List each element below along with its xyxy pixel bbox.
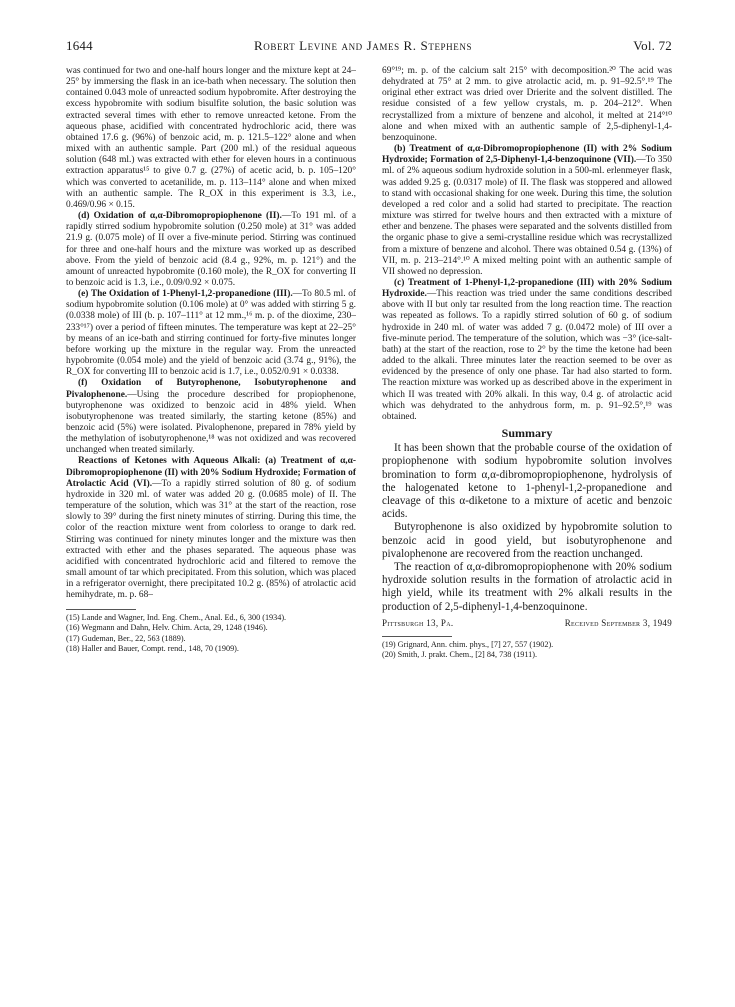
right-column xyxy=(382,66,672,661)
footnote: (18) Haller and Bauer, Compt. rend., 148, 70 (1909). xyxy=(66,644,239,653)
footnotes-right xyxy=(382,640,672,661)
summary-paragraph: The reaction of α,α-dibromopropiophenone with 20% sodium hydroxide solution results in the formation of atrolactic acid in high yield, while its treatment with 2% alkali results in the production of 2,5-diphenyl-1,4-benzoquinone. xyxy=(382,560,672,613)
footnote-divider xyxy=(66,609,136,610)
running-title: Robert Levine and James R. Stephens xyxy=(254,38,473,53)
footnote: (19) Grignard, Ann. chim. phys., [7] 27, 557 (1902). xyxy=(382,639,554,649)
footnotes-left xyxy=(66,613,356,655)
volume-number: Vol. 72 xyxy=(633,38,672,53)
page-number: 1644 xyxy=(66,38,93,53)
paragraph-oxidation-f xyxy=(66,378,356,456)
paragraph-treatment-b xyxy=(382,144,672,278)
footnote: (15) Lande and Wagner, Ind. Eng. Chem., Anal. Ed., 6, 300 (1934). xyxy=(66,612,287,622)
paragraph-body: —To 191 ml. of a rapidly stirred sodium hypobromite solution (0.250 mole) at 31° was added 21.9 g. (0.075 mole) of II over a five-minute period. Stirring was continued for three and one-half hours and the mixture was worked up as described above. From the yield of benzoic acid (8.4 g., 92%, m. p. 121°) and the amount of unreacted hypobromite (0.160 mole), the R_OX for converting II to benzoic acid is 1.3, i.e., 0.09/0.92 × 0.075. xyxy=(66,211,356,288)
left-column xyxy=(66,66,356,655)
section-heading: (c) Treatment of 1-Phenyl-1,2-propanedione (III) with 20% Sodium Hydroxide. xyxy=(382,277,672,300)
paragraph-continued: 69°¹⁹; m. p. of the calcium salt 215° with decomposition.²⁰ The acid was dehydrated at 75° at 2 mm. to give atrolactic acid, m. p. 91–92.5°.¹⁹ The original ether extract was dried over Drierite and the solvent distilled. The residue consisted of a few yellow crystals, m. p. 204–212°. When recrystallized from a mixture of benzene and alcohol, it melted at 214°¹⁰ alone and when mixed with an authentic sample of 2,5-diphenyl-1,4-benzoquinone. xyxy=(382,66,672,143)
paragraph-body: —Using the procedure described for propiophenone, butyrophenone was oxidized to benzoic acid in 48% yield. When isobutyrophenone was treated similarly, the starting ketone (85%) and benzoic acid (5%) were isolated. Pivalophenone, prepared in 78% yield by the methylation of isobutyrophenone,¹⁸ was not oxidized and was recovered unchanged when treated similarly. xyxy=(66,389,356,456)
summary-paragraph: Butyrophenone is also oxidized by hypobromite solution to benzoic acid in good yield, but isobutyrophenone and pivalophenone are recovered from the reaction unchanged. xyxy=(382,521,672,560)
paragraph-continued: was continued for two and one-half hours longer and the mixture kept at 24–25° by immersing the flask in an ice-bath when necessary. The solution then contained 0.043 mole of unreacted sodium hypobromite. After destroying the excess hypobromite with sodium bisulfite solution, the basic solution was extracted several times with ether to remove unreacted ketone. From the aqueous phase, acidified with concentrated hydrochloric acid, there was obtained 17.6 g. (96%) of benzoic acid, m. p. 121.5–122° alone and when mixed with an authentic sample. Part (200 ml.) of the residual aqueous solution (648 ml.) was extracted with ether for eleven hours in a continuous extraction apparatus¹⁵ to give 0.7 g. (27%) of acetic acid, b. p. 105–120° which was converted to acetanilide, m. p. 113–114° alone and when mixed with an authentic sample. The R_OX in this experiment is 3.3, i.e., 0.469/0.96 × 0.15. xyxy=(66,66,356,210)
paragraph-body: —To 350 ml. of 2% aqueous sodium hydroxide solution in a 500-ml. erlenmeyer flask, was added 9.25 g. (0.0317 mole) of II. The flask was stoppered and allowed to stand with occasional shaking for one week. During this time, the solution developed a red color and a solid had started to precipitate. The reaction mixture was stirred for twelve hours and then extracted with a mixture of ether and benzene. The phases were separated and the solvents distilled from the organic phase to give a semi-crystalline residue which was recrystallized from a mixture of benzene and alcohol. There was obtained 0.54 g. (13%) of VII, m. p. 213–214°.¹⁰ A mixed melting point with an authentic sample of VII showed no depression. xyxy=(382,155,672,277)
paragraph-body: —This reaction was tried under the same conditions described above with II but only tar resulted from the long reaction time. The reaction was repeated as follows. To a rapidly stirred solution of 60 g. of sodium hydroxide in 240 ml. of water was added 7 g. (0.0472 mole) of III over a five-minute period. The temperature of the solution, which was −3° (ice-salt-bath) at the start of the reaction, rose to 2° by the time the ketone had been added to the alkali. Three minutes later the reaction seemed to be over as evidenced by the presence of only one phase. Tar had also started to form. The reaction mixture was worked up as described above in the experiment in which II was treated with 20% alkali. In this way, 0.4 g. of atrolactic acid which was dehydrated to the anhydrous form, m. p. 91–92.5°,¹⁹ was obtained. xyxy=(382,289,672,422)
footnote: (20) Smith, J. prakt. Chem., [2] 84, 738 (1911). xyxy=(382,650,538,660)
paragraph-oxidation-e xyxy=(66,289,356,378)
section-heading: Reactions of Ketones with Aqueous Alkali: (a) Treatment of α,α-Dibromopropiophenone (II) with 20% Sodium Hydroxide; Formation of Atrolactic Acid (VI). xyxy=(66,456,356,489)
footnote: (17) Gudeman, Ber., 22, 563 (1889). xyxy=(66,633,186,643)
summary-heading: Summary xyxy=(501,426,553,440)
section-heading: (d) Oxidation of α,α-Dibromopropiophenone (II). xyxy=(78,211,282,222)
paragraph-oxidation-d xyxy=(66,211,356,289)
paragraph-body: —To 80.5 ml. of sodium hypobromite solution (0.106 mole) at 0° was added with stirring 5 g. (0.0338 mole) of III (b. p. 107–111° at 12 mm.,¹⁶ m. p. of the dioxime, 230–233°¹⁷) over a period of fifteen minutes. The temperature was kept at 22–25° by means of an ice-bath and stirring continued for forty-five minutes longer before working up the mixture in the regular way. From the unreacted hypobromite (0.054 mole) and the yield of benzoic acid (3.74 g., 91%), the R_OX for converting III to benzoic acid is 1.7, i.e., 0.052/0.91 × 0.0338. xyxy=(66,289,357,378)
running-head xyxy=(66,38,672,54)
footnote: (16) Wegmann and Dahn, Helv. Chim. Acta, 29, 1248 (1946). xyxy=(66,623,268,632)
section-heading: (b) Treatment of α,α-Dibromopropiophenone (II) with 2% Sodium Hydroxide; Formation of 2,5-Diphenyl-1,4-benzoquinone (VII). xyxy=(382,144,672,166)
author-location: Pittsburgh 13, Pa. xyxy=(382,617,454,628)
footnote-divider xyxy=(382,636,452,637)
summary-section xyxy=(382,442,672,614)
paragraph-body: —To a rapidly stirred solution of 80 g. of sodium hydroxide in 320 ml. of water was added 20 g. (0.0685 mole) of II. The temperature of the solution, which was 31° at the start of the reaction, rose slowly to 39° during the first ninety minutes of stirring. During this time, the color of the reaction mixture went from colorless to orange to dark red. Stirring was continued for ninety minutes longer and the mixture was then extracted with ether and the phases separated. The aqueous phase was acidified with concentrated hydrochloric acid and filtered to remove the small amount of tar which precipitated. From this solution, which was placed in a refrigerator overnight, there precipitated 10.2 g. (85%) of atrolactic acid hemihydrate, m. p. 68– xyxy=(66,478,356,601)
section-heading: (e) The Oxidation of 1-Phenyl-1,2-propanedione (III). xyxy=(78,289,293,300)
paragraph-reactions-a xyxy=(66,456,356,601)
paragraph-treatment-c xyxy=(382,278,672,423)
received-line xyxy=(382,618,672,629)
section-heading: (f) Oxidation of Butyrophenone, Isobutyrophenone and Pivalophenone. xyxy=(66,378,356,400)
summary-paragraph: It has been shown that the probable course of the oxidation of propiophenone with sodium hypobromite solution involves bromination to form α,α-dibromopropiophenone, hydrolysis of the halogenated ketone to 1-phenyl-1,2-propanedione and cleavage of this α-diketone to a mixture of acetic and benzoic acids. xyxy=(382,442,672,521)
received-date: Received September 3, 1949 xyxy=(564,617,672,628)
